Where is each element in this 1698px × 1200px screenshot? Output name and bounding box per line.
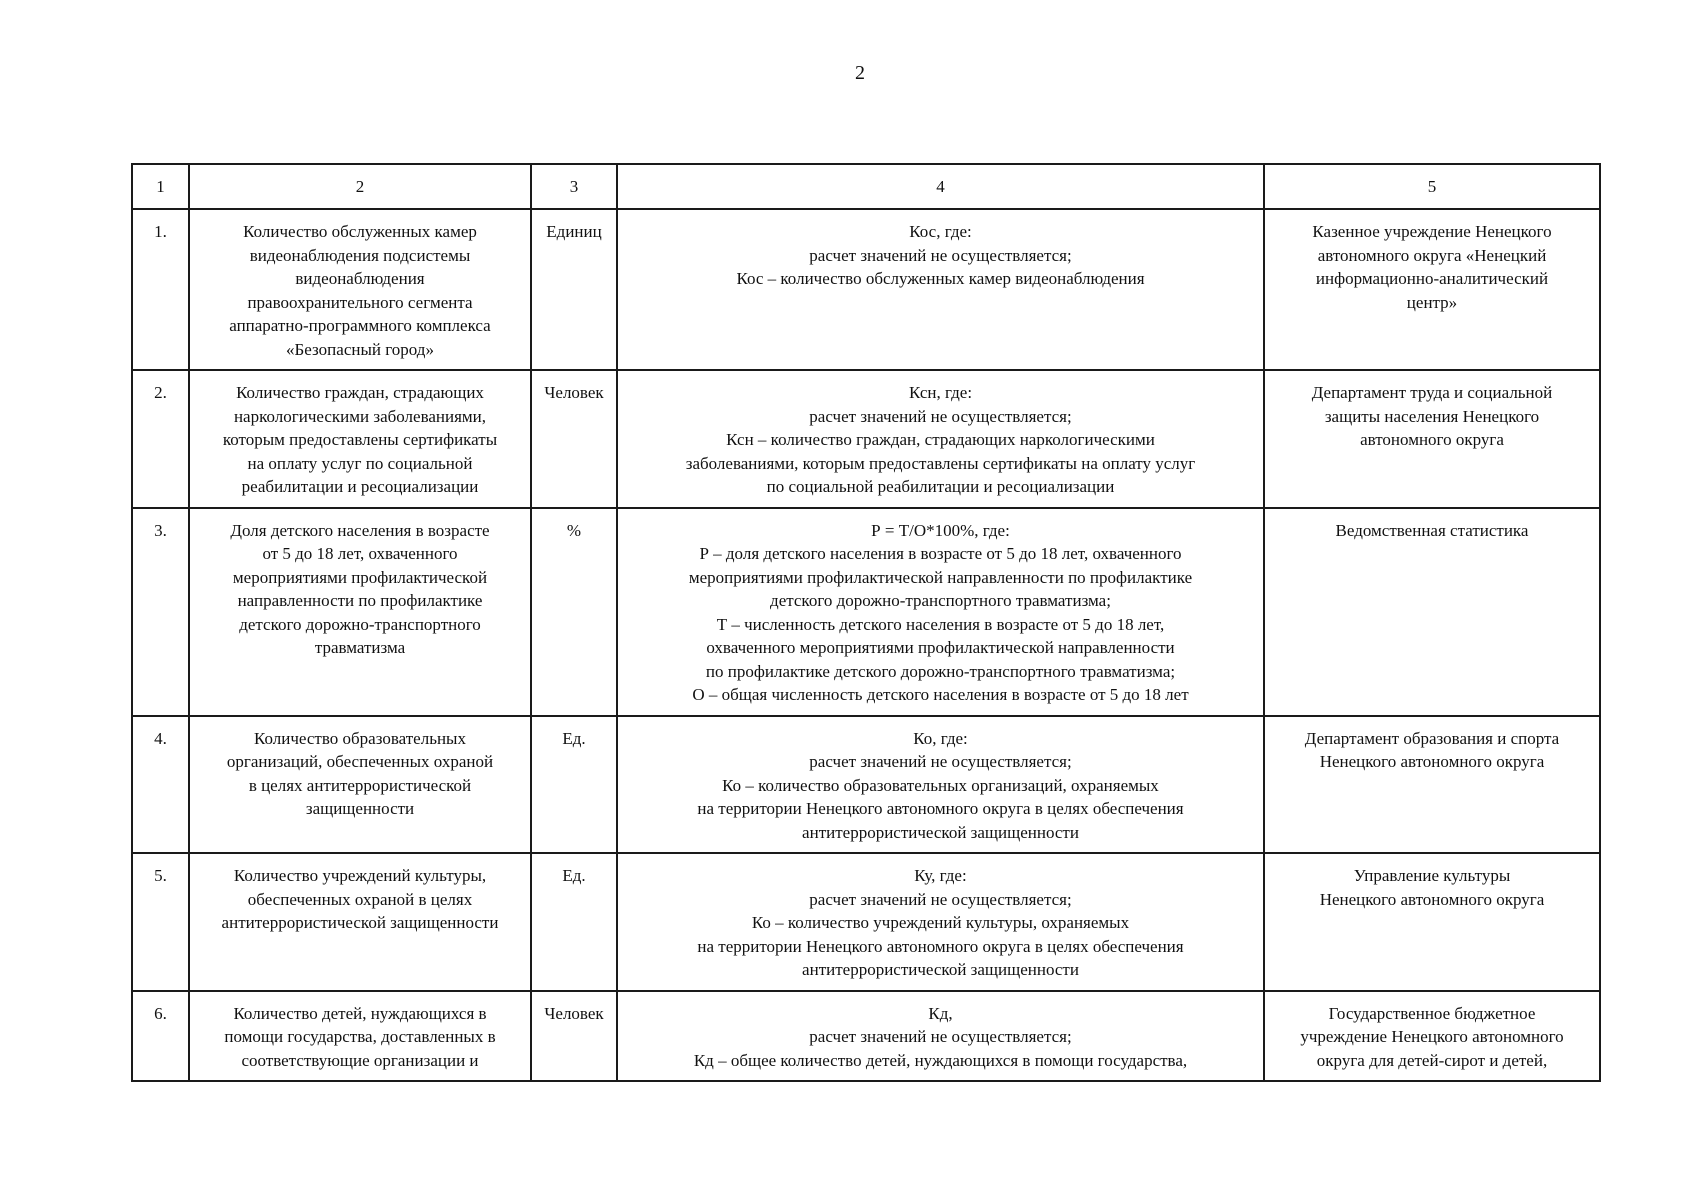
cell-text-line: Управление культуры xyxy=(1353,866,1511,885)
cell-text-line: Ко, где: xyxy=(913,728,968,748)
unit-cell xyxy=(531,853,617,991)
calculation-method-cell xyxy=(617,370,1264,508)
indicator-name-cell xyxy=(189,716,531,854)
cell-text-line: Доля детского населения в возрасте xyxy=(230,520,490,540)
cell-text-line: обеспеченных охраной в целях xyxy=(247,889,473,909)
cell-text-line: Ксн, где: xyxy=(908,383,973,402)
unit-cell xyxy=(531,370,617,508)
cell-text-line: расчет значений не осуществляется; xyxy=(809,889,1072,909)
indicator-name-cell xyxy=(189,370,531,508)
cell-text-line: травматизма xyxy=(314,638,406,657)
cell-text-line: учреждение Ненецкого автономного xyxy=(1300,1027,1564,1046)
cell-text-line: Кд – общее количество детей, нуждающихся в помощи государства, xyxy=(693,1050,1188,1070)
table-row xyxy=(132,209,1600,370)
cell-text-line: автономного округа «Ненецкий xyxy=(1317,245,1547,265)
cell-text-line: % xyxy=(566,520,582,540)
page-number: 2 xyxy=(855,62,865,84)
data-source-cell xyxy=(1264,991,1600,1082)
table-row xyxy=(132,370,1600,508)
data-source-cell xyxy=(1264,370,1600,508)
cell-text-line: Человек xyxy=(544,383,604,402)
cell-text-line: которым предоставлены сертификаты xyxy=(222,430,498,449)
cell-text-line: Кос – количество обслуженных камер видеонаблюдения xyxy=(736,269,1145,288)
data-source-cell xyxy=(1264,209,1600,370)
cell-text-line: Ед. xyxy=(562,728,586,748)
cell-text-line: по социальной реабилитации и ресоциализации xyxy=(766,477,1115,496)
cell-text-line: видеонаблюдения подсистемы xyxy=(249,245,471,265)
table-row xyxy=(132,508,1600,716)
cell-text-line: Человек xyxy=(544,1003,604,1023)
indicator-name-cell xyxy=(189,209,531,370)
cell-text-line: Количество граждан, страдающих xyxy=(236,383,484,402)
cell-text-line: от 5 до 18 лет, охваченного xyxy=(262,544,458,563)
cell-text-line: заболеваниями, которым предоставлены сертификаты на оплату услуг xyxy=(685,453,1196,473)
indicator-name-cell xyxy=(189,508,531,716)
cell-text-line: защищенности xyxy=(305,799,415,818)
cell-text-line: детского дорожно-транспортного xyxy=(239,614,481,634)
cell-text-line: Количество образовательных xyxy=(254,728,466,748)
data-source-cell xyxy=(1264,716,1600,854)
calculation-method-cell xyxy=(617,209,1264,370)
cell-text-line: Департамент труда и социальной xyxy=(1311,383,1553,402)
unit-cell xyxy=(531,716,617,854)
cell-text-line: Государственное бюджетное xyxy=(1328,1003,1536,1023)
cell-text-line: центр» xyxy=(1406,292,1458,312)
cell-text-line: Ед. xyxy=(562,866,586,885)
row-number-cell: 2. xyxy=(132,370,189,508)
cell-text-line: расчет значений не осуществляется; xyxy=(809,245,1072,265)
unit-cell xyxy=(531,508,617,716)
data-source-cell xyxy=(1264,853,1600,991)
header-cell: 5 xyxy=(1264,164,1600,209)
calculation-method-cell xyxy=(617,853,1264,991)
cell-text-line: направленности по профилактике xyxy=(237,591,483,610)
cell-text-line: в целях антитеррористической xyxy=(248,775,472,795)
cell-text-line: Кд, xyxy=(928,1003,953,1023)
cell-text-line: защиты населения Ненецкого xyxy=(1324,406,1540,426)
cell-text-line: на оплату услуг по социальной xyxy=(247,453,473,473)
calculation-method-cell xyxy=(617,508,1264,716)
calculation-method-cell xyxy=(617,716,1264,854)
unit-cell xyxy=(531,991,617,1082)
row-number-cell: 1. xyxy=(132,209,189,370)
cell-text-line: аппаратно-программного комплекса xyxy=(229,316,491,335)
cell-text-line: Ку, где: xyxy=(914,866,967,885)
cell-text-line: Т – численность детского населения в возрасте от 5 до 18 лет, xyxy=(716,614,1165,634)
cell-text-line: Р = Т/О*100%, где: xyxy=(871,520,1010,540)
cell-text-line: на территории Ненецкого автономного округа в целях обеспечения xyxy=(697,799,1184,818)
cell-text-line: правоохранительного сегмента xyxy=(247,292,473,312)
indicator-name-cell xyxy=(189,991,531,1082)
cell-text-line: антитеррористической защищенности xyxy=(802,822,1079,842)
cell-text-line: реабилитации и ресоциализации xyxy=(241,477,479,496)
cell-text-line: Р – доля детского населения в возрасте от 5 до 18 лет, охваченного xyxy=(699,544,1182,563)
cell-text-line: информационно-аналитический xyxy=(1315,269,1549,288)
cell-text-line: автономного округа xyxy=(1360,430,1504,449)
cell-text-line: Ненецкого автономного округа xyxy=(1319,752,1545,771)
cell-text-line: О – общая численность детского населения в возрасте от 5 до 18 лет xyxy=(692,685,1189,704)
cell-text-line: расчет значений не осуществляется; xyxy=(809,1027,1072,1046)
cell-text-line: наркологическими заболеваниями, xyxy=(233,406,487,426)
table-row xyxy=(132,853,1600,991)
cell-text-line: Ко – количество образовательных организаций, охраняемых xyxy=(722,775,1159,795)
cell-text-line: Ксн – количество граждан, страдающих наркологическими xyxy=(726,430,1155,449)
row-number-cell: 3. xyxy=(132,508,189,716)
cell-text-line: Казенное учреждение Ненецкого xyxy=(1312,222,1552,241)
indicator-name-cell xyxy=(189,853,531,991)
row-number-cell: 4. xyxy=(132,716,189,854)
cell-text-line: мероприятиями профилактической xyxy=(232,567,488,587)
cell-text-line: соответствующие организации и xyxy=(241,1050,479,1070)
cell-text-line: округа для детей-сирот и детей, xyxy=(1316,1050,1548,1070)
cell-text-line: мероприятиями профилактической направленности по профилактике xyxy=(688,567,1193,587)
cell-text-line: по профилактике детского дорожно-транспортного травматизма; xyxy=(705,661,1176,681)
header-cell: 2 xyxy=(189,164,531,209)
cell-text-line: видеонаблюдения xyxy=(295,269,425,288)
cell-text-line: Количество обслуженных камер xyxy=(243,222,477,241)
header-cell: 4 xyxy=(617,164,1264,209)
cell-text-line: Единиц xyxy=(546,222,602,241)
unit-cell xyxy=(531,209,617,370)
cell-text-line: антитеррористической защищенности xyxy=(802,960,1079,979)
cell-text-line: охваченного мероприятиями профилактической направленности xyxy=(706,638,1175,657)
cell-text-line: Кос, где: xyxy=(909,222,972,241)
row-number-cell: 6. xyxy=(132,991,189,1082)
cell-text-line: на территории Ненецкого автономного округа в целях обеспечения xyxy=(697,936,1184,956)
indicators-table xyxy=(131,163,1601,1082)
data-source-cell xyxy=(1264,508,1600,716)
header-cell: 1 xyxy=(132,164,189,209)
cell-text-line: Ненецкого автономного округа xyxy=(1319,889,1545,909)
cell-text-line: организаций, обеспеченных охраной xyxy=(226,752,494,771)
cell-text-line: помощи государства, доставленных в xyxy=(224,1027,496,1046)
cell-text-line: Количество учреждений культуры, xyxy=(233,866,487,885)
cell-text-line: антитеррористической защищенности xyxy=(221,913,499,932)
cell-text-line: расчет значений не осуществляется; xyxy=(809,752,1072,771)
table-row xyxy=(132,716,1600,854)
row-number-cell: 5. xyxy=(132,853,189,991)
calculation-method-cell xyxy=(617,991,1264,1082)
table-row xyxy=(132,991,1600,1082)
cell-text-line: «Безопасный город» xyxy=(286,339,434,359)
cell-text-line: расчет значений не осуществляется; xyxy=(809,406,1072,426)
cell-text-line: Департамент образования и спорта xyxy=(1304,728,1560,748)
cell-text-line: Ко – количество учреждений культуры, охраняемых xyxy=(751,913,1130,932)
cell-text-line: Количество детей, нуждающихся в xyxy=(233,1003,487,1023)
cell-text-line: Ведомственная статистика xyxy=(1335,520,1529,540)
table-header-row xyxy=(132,164,1600,209)
table-body xyxy=(132,209,1600,1081)
cell-text-line: детского дорожно-транспортного травматизма; xyxy=(770,591,1111,610)
header-cell: 3 xyxy=(531,164,617,209)
